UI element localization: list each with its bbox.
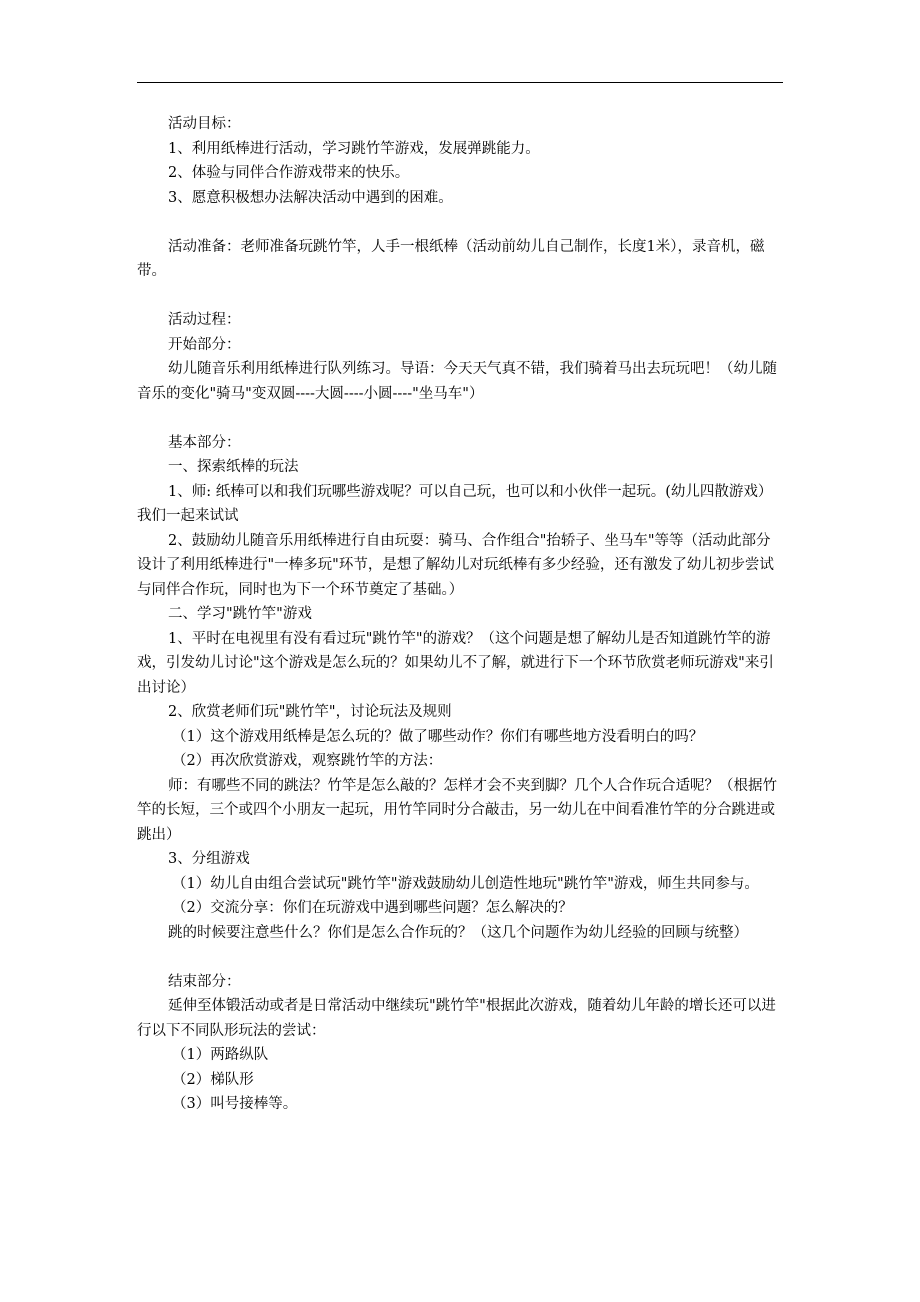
ending-item-3: （3）叫号接棒等。 (172, 1096, 298, 1112)
preparation-text: 活动准备：老师准备玩跳竹竿，人手一根纸棒（活动前幼儿自己制作，长度1米），录音机，磁带。 (137, 238, 765, 279)
start-heading: 开始部分： (168, 336, 241, 353)
section2-group-1: （1）幼儿自由组合尝试玩"跳竹竿"游戏鼓励幼儿创造性地玩"跳竹竿"游戏，师生共同参与。 (172, 875, 759, 892)
spacer (168, 406, 784, 431)
section2-group-3: 跳的时候要注意些什么？你们是怎么合作玩的？（这几个问题作为幼儿经验的回顾与统整） (168, 924, 748, 941)
goal-item-2: 2、体验与同伴合作游戏带来的快乐。 (168, 165, 410, 181)
ending-heading: 结束部分： (168, 973, 241, 990)
section1-item-1: 1、师: 纸棒可以和我们玩哪些游戏呢？可以自己玩，也可以和小伙伴一起玩。(幼儿四散游戏）我们一起来试试 (137, 483, 773, 524)
start-text: 幼儿随音乐利用纸棒进行队列练习。导语：今天天气真不错，我们骑着马出去玩玩吧！（幼儿随音乐的变化"骑马"变双圆----大圆----小圆----"坐马车"） (137, 361, 777, 402)
spacer (168, 945, 784, 970)
section2-teacher: 师：有哪些不同的跳法？竹竿是怎么敲的？怎样才会不夹到脚？几个人合作玩合适呢？（根据竹竿的长短，三个或四个小朋友一起玩，用竹竿同时分合敲击，另一幼儿在中间看准竹竿的分合跳进或跳出） (137, 777, 777, 843)
spacer (168, 284, 784, 309)
ending-item-1: （1）两路纵队 (172, 1047, 269, 1063)
spacer (168, 210, 784, 235)
section2-item-3: 3、分组游戏 (168, 851, 250, 867)
section2-item-2: 2、欣赏老师们玩"跳竹竿"，讨论玩法及规则 (168, 704, 452, 720)
section2-group-2: （2）交流分享：你们在玩游戏中遇到哪些问题？怎么解决的？ (172, 900, 573, 916)
header-rule (137, 82, 783, 83)
section2-sub-2: （2）再次欣赏游戏，观察跳竹竿的方法： (172, 753, 443, 769)
document-body (137, 112, 784, 1117)
goals-heading: 活动目标： (168, 116, 241, 132)
process-heading: 活动过程： (168, 312, 241, 328)
section1-item-2: 2、鼓励幼儿随音乐用纸棒进行自由玩耍：骑马、合作组合"抬轿子、坐马车"等等（活动此部分设计了利用纸棒进行"一棒多玩"环节，是想了解幼儿对玩纸棒有多少经验，还有激发了幼儿初步尝试与同伴合作玩，同时也为下一个环节奠定了基础。） (137, 532, 774, 598)
section2-heading: 二、学习"跳竹竿"游戏 (168, 606, 312, 622)
section2-sub-1: （1）这个游戏用纸棒是怎么玩的？做了哪些动作？你们有哪些地方没看明白的吗？ (172, 728, 704, 745)
section2-item-1: 1、平时在电视里有没有看过玩"跳竹竿"的游戏？（这个问题是想了解幼儿是否知道跳竹竿的游戏，引发幼儿讨论"这个游戏是怎么玩的？如果幼儿不了解，就进行下一个环节欣赏老师玩游戏"来引出讨论） (137, 630, 774, 696)
section1-heading: 一、探索纸棒的玩法 (168, 459, 299, 475)
ending-text: 延伸至体锻活动或者是日常活动中继续玩"跳竹竿"根据此次游戏，随着幼儿年龄的增长还可以进行以下不同队形玩法的尝试： (137, 998, 776, 1039)
goal-item-3: 3、愿意积极想办法解决活动中遇到的困难。 (168, 189, 453, 206)
basic-heading: 基本部分： (168, 434, 241, 451)
goal-item-1: 1、利用纸棒进行活动，学习跳竹竿游戏，发展弹跳能力。 (168, 140, 540, 157)
ending-item-2: （2）梯队形 (172, 1071, 254, 1088)
